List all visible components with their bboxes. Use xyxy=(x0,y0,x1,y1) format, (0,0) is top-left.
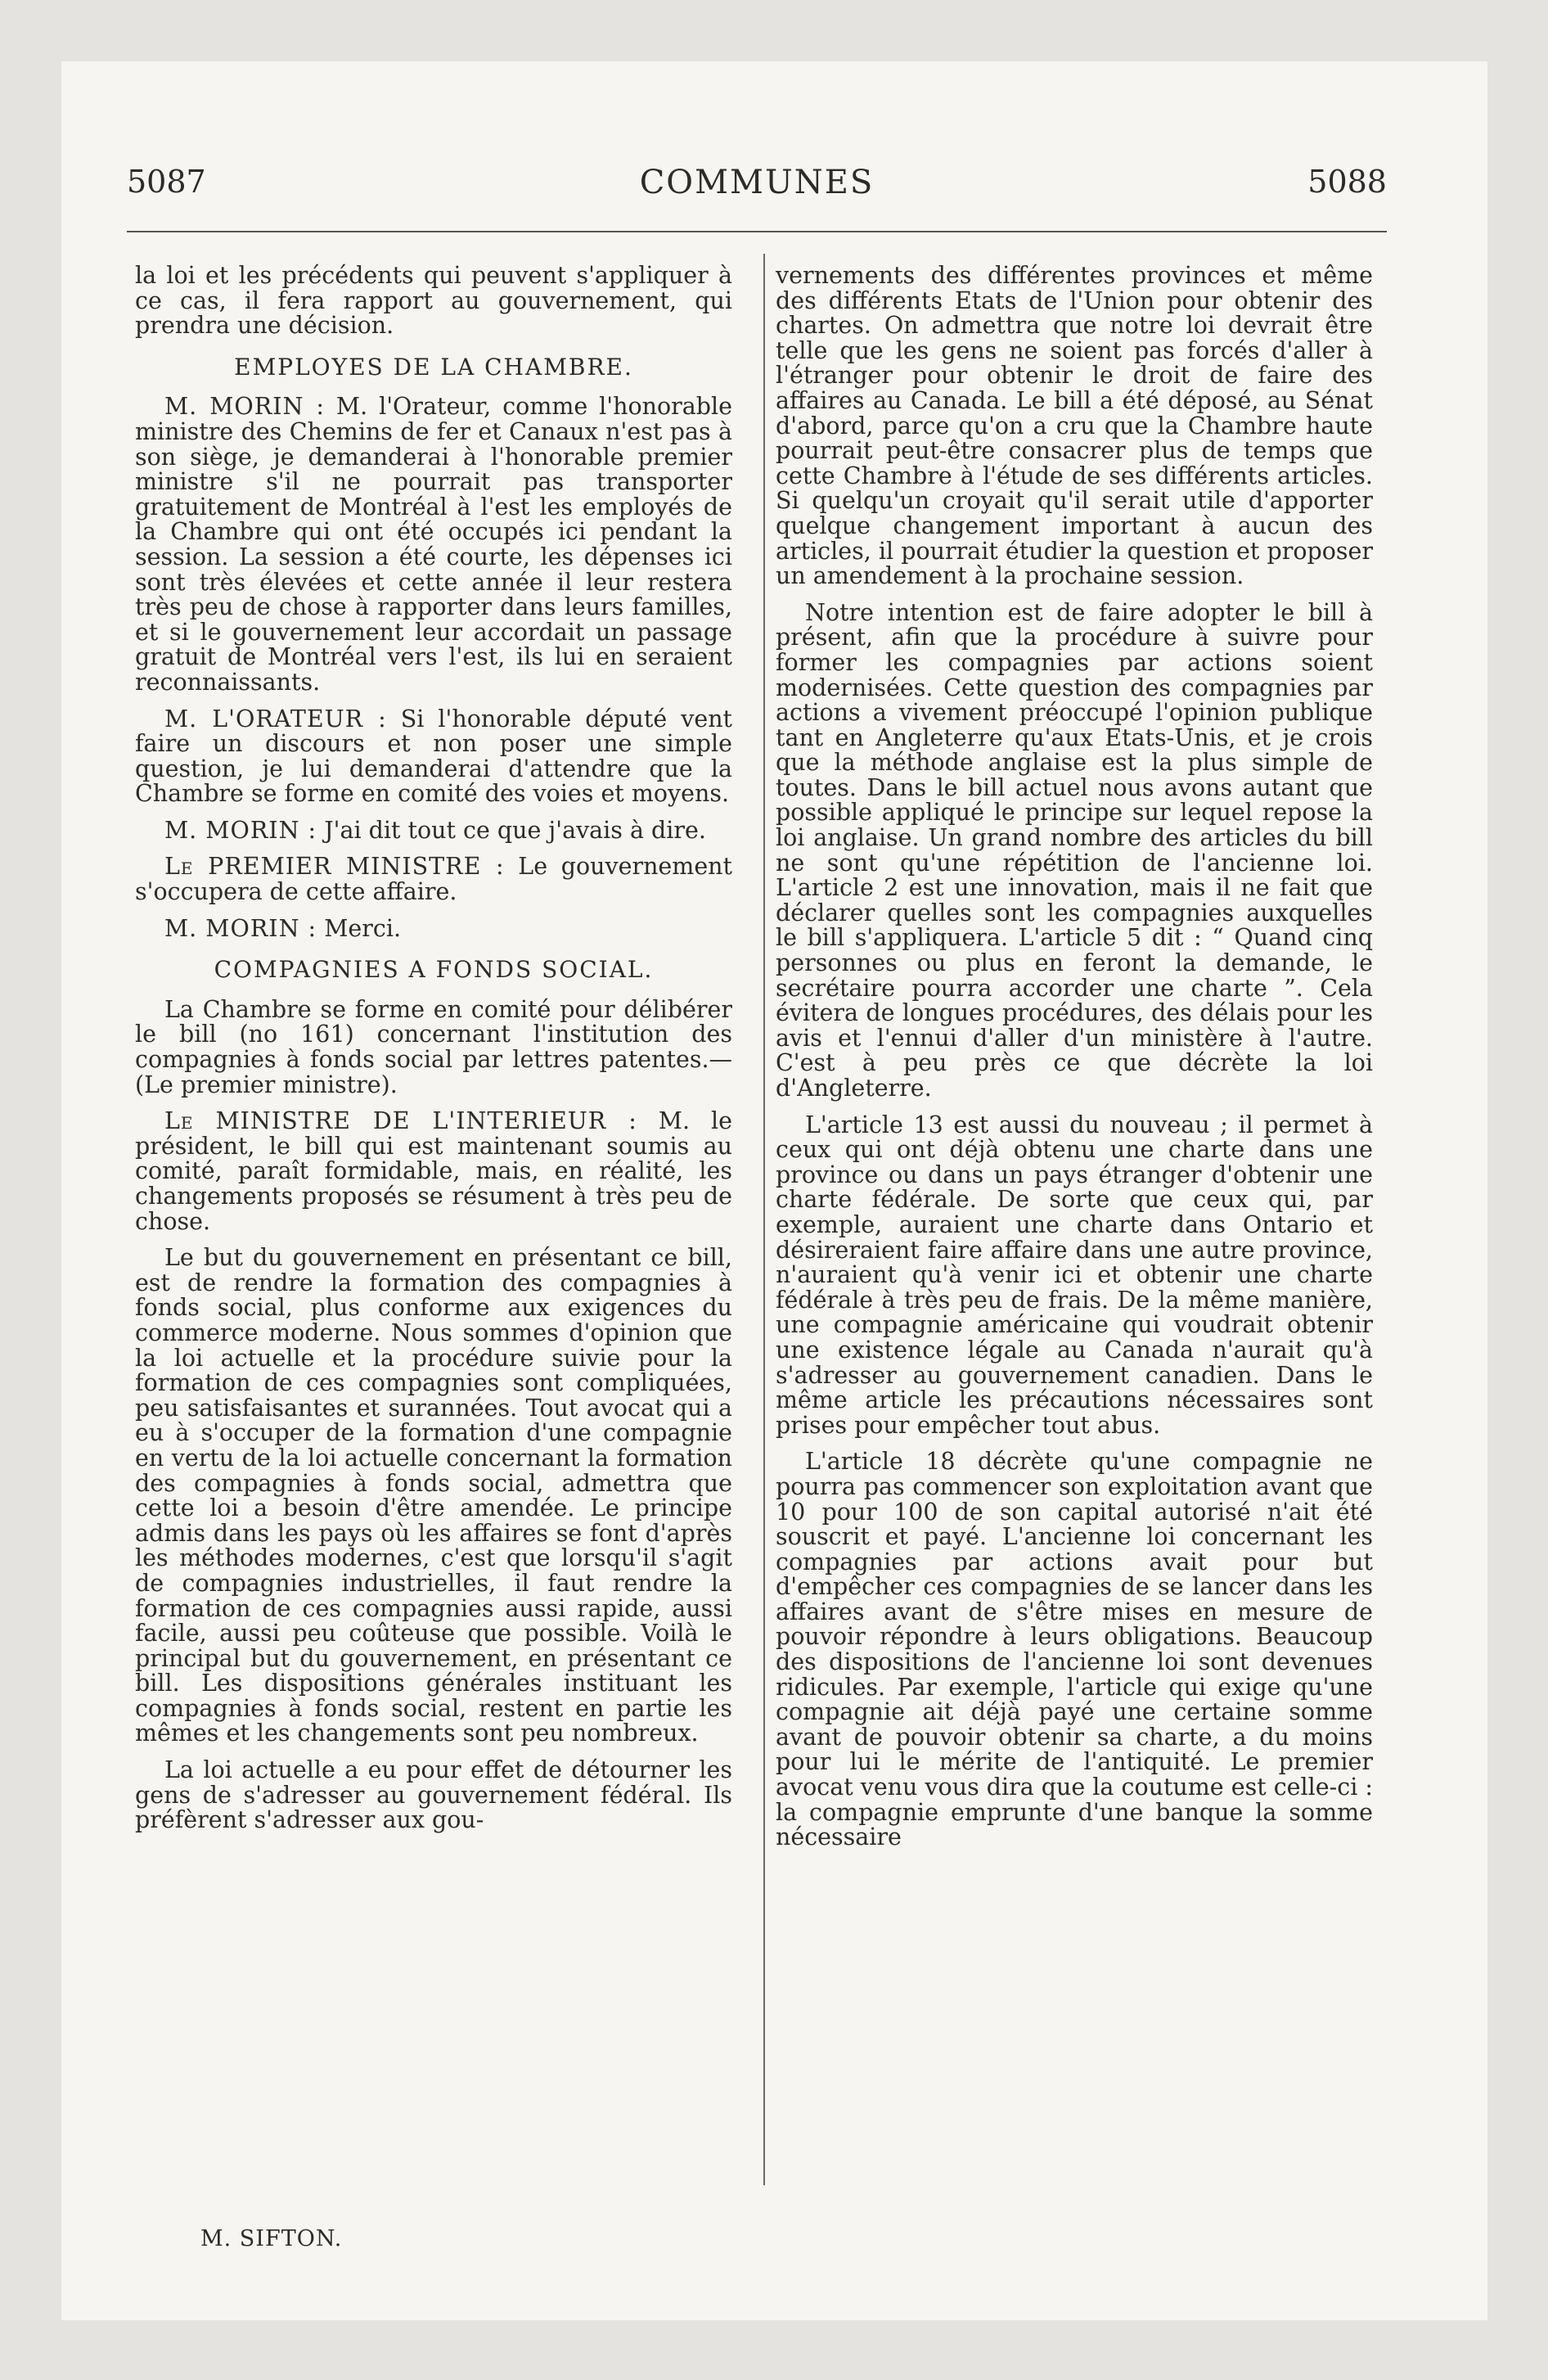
page-number-left: 5087 xyxy=(127,164,206,200)
page-title: COMMUNES xyxy=(639,164,875,201)
paragraph: Notre intention est de faire adopter le bill à présent, afin que la procédure à suivre pour former les compagnies par actions soient modernisées. Cette question des compagnies par actions a vivement préoccupé l'opinion publique tant en Angleterre qu'aux Etats-Unis, et je crois que la méthode anglaise est la plus simple de toutes. Dans le bill actuel nous avons autant que possible appliqué le principe sur lequel repose la loi anglaise. Un grand nombre des articles du bill ne sont qu'une répétition de l'ancienne loi. L'article 2 est une innovation, mais il ne fait que déclarer quelles sont les compagnies auxquelles le bill s'appliquera. L'article 5 dit : “ Quand cinq personnes ou plus en feront la demande, le secrétaire pourra accorder une charte ”. Cela évitera de longues procédures, des délais pour les avis et l'ennui d'aller d'un ministère à l'autre. C'est à peu près ce que décrète la loi d'Angleterre. xyxy=(776,598,1373,1102)
paragraph xyxy=(135,1109,732,1234)
speaker-footer: M. SIFTON. xyxy=(200,2226,343,2252)
paragraph: La loi actuelle a eu pour effet de détourner les gens de s'adresser au gouvernement fédéral. Ils préfèrent s'adresser aux gou- xyxy=(135,1756,732,1834)
section-heading: COMPAGNIES A FONDS SOCIAL. xyxy=(214,956,654,984)
speaker-name: Le MINISTRE DE L'INTERIEUR : xyxy=(164,1107,637,1135)
speaker-name: M. MORIN : xyxy=(164,914,317,942)
speaker-name: Le PREMIER MINISTRE : xyxy=(164,853,505,881)
column-divider xyxy=(763,254,765,2185)
speech-text: Si l'honorable député vent faire un discours et non poser une simple question, je lui demanderai d'attendre que la Chambre se forme en comité des voies et moyens. xyxy=(135,705,732,808)
paragraph xyxy=(135,854,732,904)
left-column xyxy=(135,264,732,1845)
speech-text: Le gouvernement s'occupera de cette affaire. xyxy=(135,853,732,906)
paragraph: vernements des différentes provinces et même des différents Etats de l'Union pour obtenir des chartes. On admettra que notre loi devrait être telle que les gens ne soient pas forcés d'aller à l'étranger pour obtenir le droit de faire des affaires au Canada. Le bill a été déposé, au Sénat d'abord, parce qu'on a cru que la Chambre haute pourrait peut-être consacrer plus de temps que cette Chambre à l'étude de ses différents articles. Si quelqu'un croyait qu'il serait utile d'apporter quelque changement important à aucun des articles, il pourrait étudier la question et proposer un amendement à la prochaine session. xyxy=(776,262,1373,590)
header-rule xyxy=(127,231,1387,232)
paragraph xyxy=(135,914,732,942)
paragraph xyxy=(135,394,732,695)
paragraph: la loi et les précédents qui peuvent s'appliquer à ce cas, il fera rapport au gouvernement, qui prendra une décision. xyxy=(135,262,732,340)
speech-text: Merci. xyxy=(317,914,402,942)
paragraph xyxy=(135,707,732,807)
paragraph xyxy=(135,818,732,844)
page-header xyxy=(127,164,1387,213)
speech-text: J'ai dit tout ce que j'avais à dire. xyxy=(317,816,706,844)
section-heading: EMPLOYES DE LA CHAMBRE. xyxy=(234,353,633,381)
page-number-right: 5088 xyxy=(1307,164,1387,200)
paragraph: Le but du gouvernement en présentant ce bill, est de rendre la formation des compagnies à fonds social, plus conforme aux exigences du commerce moderne. Nous sommes d'opinion que la loi actuelle et la procédure suivie pour la formation de ces compagnies sont compliquées, peu satisfaisantes et surannées. Tout avocat qui a eu à s'occuper de la formation d'une compagnie en vertu de la loi actuelle concernant la formation des compagnies à fonds social, admettra que cette loi a besoin d'être amendée. Le principe admis dans les pays où les affaires se font d'après les méthodes modernes, c'est que lorsqu'il s'agit de compagnies industrielles, il faut rendre la formation de ces compagnies aussi rapide, aussi facile, aussi peu coûteuse que possible. Voilà le principal but du gouvernement, en présentant ce bill. Les dispositions générales instituant les compagnies à fonds social, restent en partie les mêmes et les changements sont peu nombreux. xyxy=(135,1244,732,1747)
speech-text: M. l'Orateur, comme l'honorable ministre des Chemins de fer et Canaux n'est pas à son siège, je demanderai à l'honorable premier ministre s'il ne pourrait pas transporter gratuitement de Montréal à l'est les employés de la Chambre qui ont été occupés ici pendant la session. La session a été courte, les dépenses ici sont très élevées et cette année il leur restera très peu de chose à rapporter dans leurs familles, et si le gouvernement leur accordait un passage gratuit de Montréal vers l'est, ils lui en seraient reconnaissants. xyxy=(135,393,732,696)
paragraph: L'article 13 est aussi du nouveau ; il permet à ceux qui ont déjà obtenu une charte dans une province ou dans un pays étranger d'obtenir une charte fédérale. De sorte que ceux qui, par exemple, auraient une charte dans Ontario et désireraient faire affaire dans une autre province, n'auraient qu'à venir ici et obtenir une charte fédérale à très peu de frais. De la même manière, une compagnie américaine qui voudrait obtenir une existence légale au Canada n'aurait qu'à s'adresser au gouvernement canadien. Dans le même article les précautions nécessaires sont prises pour empêcher tout abus. xyxy=(776,1111,1373,1439)
right-column xyxy=(776,264,1373,1862)
speaker-name: M. MORIN : xyxy=(164,393,325,421)
speaker-name: M. MORIN : xyxy=(164,816,317,844)
paragraph: La Chambre se forme en comité pour délibérer le bill (no 161) concernant l'institution des compagnies à fonds social par lettres patentes.—(Le premier ministre). xyxy=(135,995,732,1098)
speech-text: M. le président, le bill qui est maintenant soumis au comité, paraît formidable, mais, en réalité, les changements proposés se résument à très peu de chose. xyxy=(135,1107,732,1235)
speaker-name: M. L'ORATEUR : xyxy=(164,705,387,732)
paragraph: L'article 18 décrète qu'une compagnie ne pourra pas commencer son exploitation avant que 10 pour 100 de son capital autorisé n'ait été souscrit et payé. L'ancienne loi concernant les compagnies par actions avait pour but d'empêcher ces compagnies de se lancer dans les affaires avant de s'être mises en mesure de pouvoir répondre à leurs obligations. Beaucoup des dispositions de l'ancienne loi sont devenues ridicules. Par exemple, l'article qui exige qu'une compagnie ait déjà payé une certaine somme avant de pouvoir obtenir sa charte, a du moins pour lui le mérite de l'antiquité. Le premier avocat venu vous dira que la coutume est celle-ci : la compagnie emprunte d'une banque la somme nécessaire xyxy=(776,1448,1374,1851)
